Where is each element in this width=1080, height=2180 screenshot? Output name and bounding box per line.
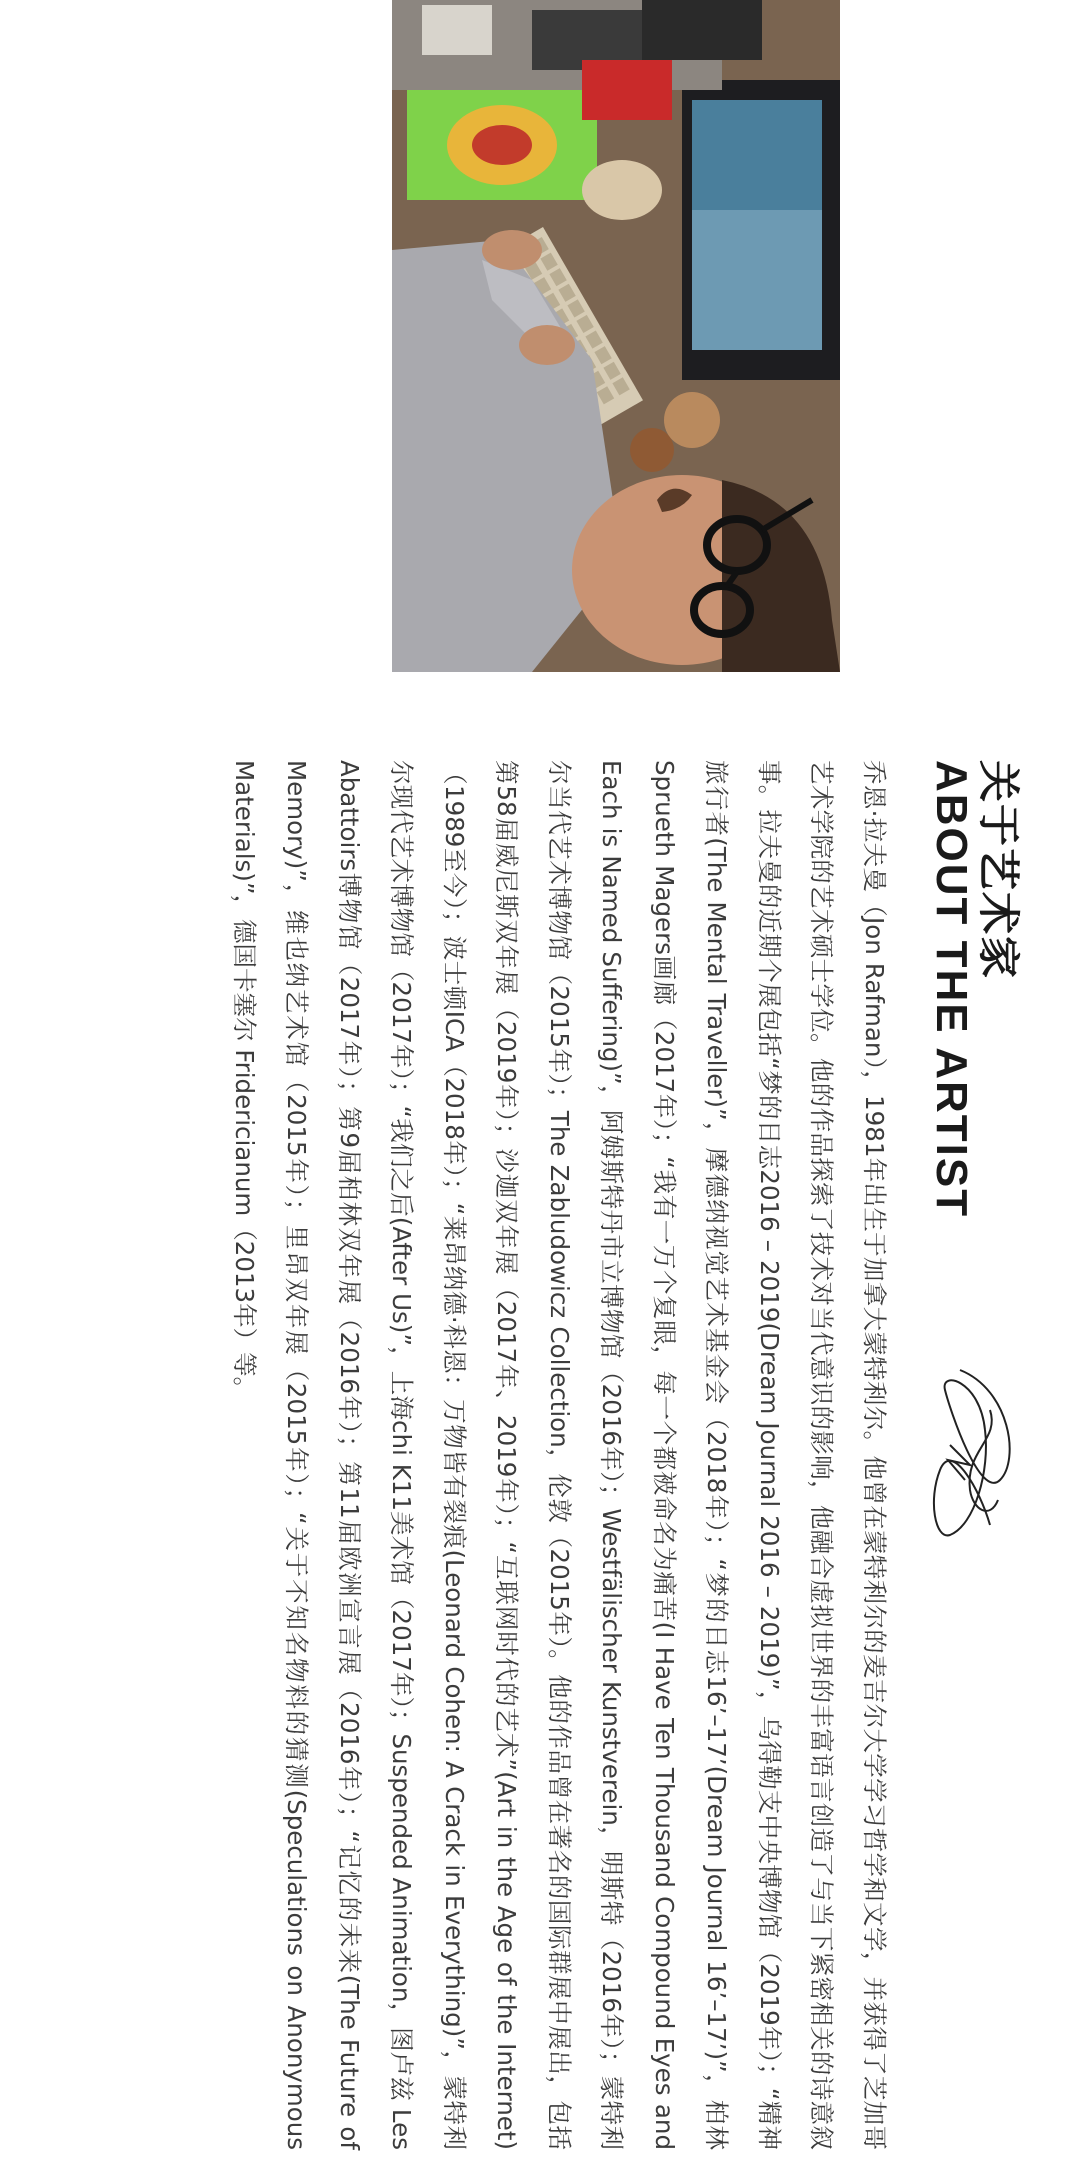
artist-photo-illustration	[392, 0, 840, 672]
artist-biography: 乔恩·拉夫曼（Jon Rafman），1981年出生于加拿大蒙特利尔。他曾在蒙特利尔的麦吉尔大学学习哲学和文学，并获得了芝加哥艺术学院的艺术硕士学位。他的作品探索了技术对当代意识的影响，他融合虚拟世界的丰富语言创造了与当下紧密相关的诗意叙事。拉夫曼的近期个展包括“梦的日志2016 – 2019(Dream Journal 2016 – 2019)”，乌得勒支中央博物馆（2019年）；“精神旅行者(The Mental Traveller)”，摩德纳视觉艺术基金会（2018年）；“梦的日志16’–17’(Dream Journal 16’–17’)”，柏林Sprueth Magers画廊（2017年）；“我有一万个复眼，每一个都被命名为痛苦(I Have Ten Thousand Compound Eyes and Each is Named Suffering)”，阿姆斯特丹市立博物馆（2016年）；Westfälischer Kunstverein，明斯特（2016年）；蒙特利尔当代艺术博物馆（2015年）；The Zabludowicz Collection，伦敦（2015年）。他的作品曾在著名的国际群展中展出，包括第58届威尼斯双年展（2019年）；沙迦双年展（2017年、2019年）；“互联网时代的艺术”(Art in the Age of the Internet)（1989至今）；波士顿ICA（2018年）；“莱昂纳德·科恩：万物皆有裂痕(Leonard Cohen: A Crack in Everything)”，蒙特利尔现代艺术博物馆（2017年）；“我们之后(After Us)”，上海chi K11美术馆（2017年）；Suspended Animation，图卢兹 Les Abattoirs博物馆（2017年）；第9届柏林双年展（2016年）；第11届欧洲宣言展（2016年）；“记忆的未来(The Future of Memory)”，维也纳艺术馆（2015年）；里昂双年展（2015年）；“关于不知名物料的猜测(Speculations on Anonymous Materials)”，德国卡塞尔 Fridericianum（2013年）等。	[230, 760, 889, 2150]
artist-photo	[392, 0, 840, 672]
heading-english: ABOUT THE ARTIST	[927, 760, 976, 1219]
about-artist-section	[20, 760, 1023, 2180]
signature-icon	[928, 1350, 1020, 1550]
heading-chinese: 关于艺术家	[974, 760, 1023, 981]
